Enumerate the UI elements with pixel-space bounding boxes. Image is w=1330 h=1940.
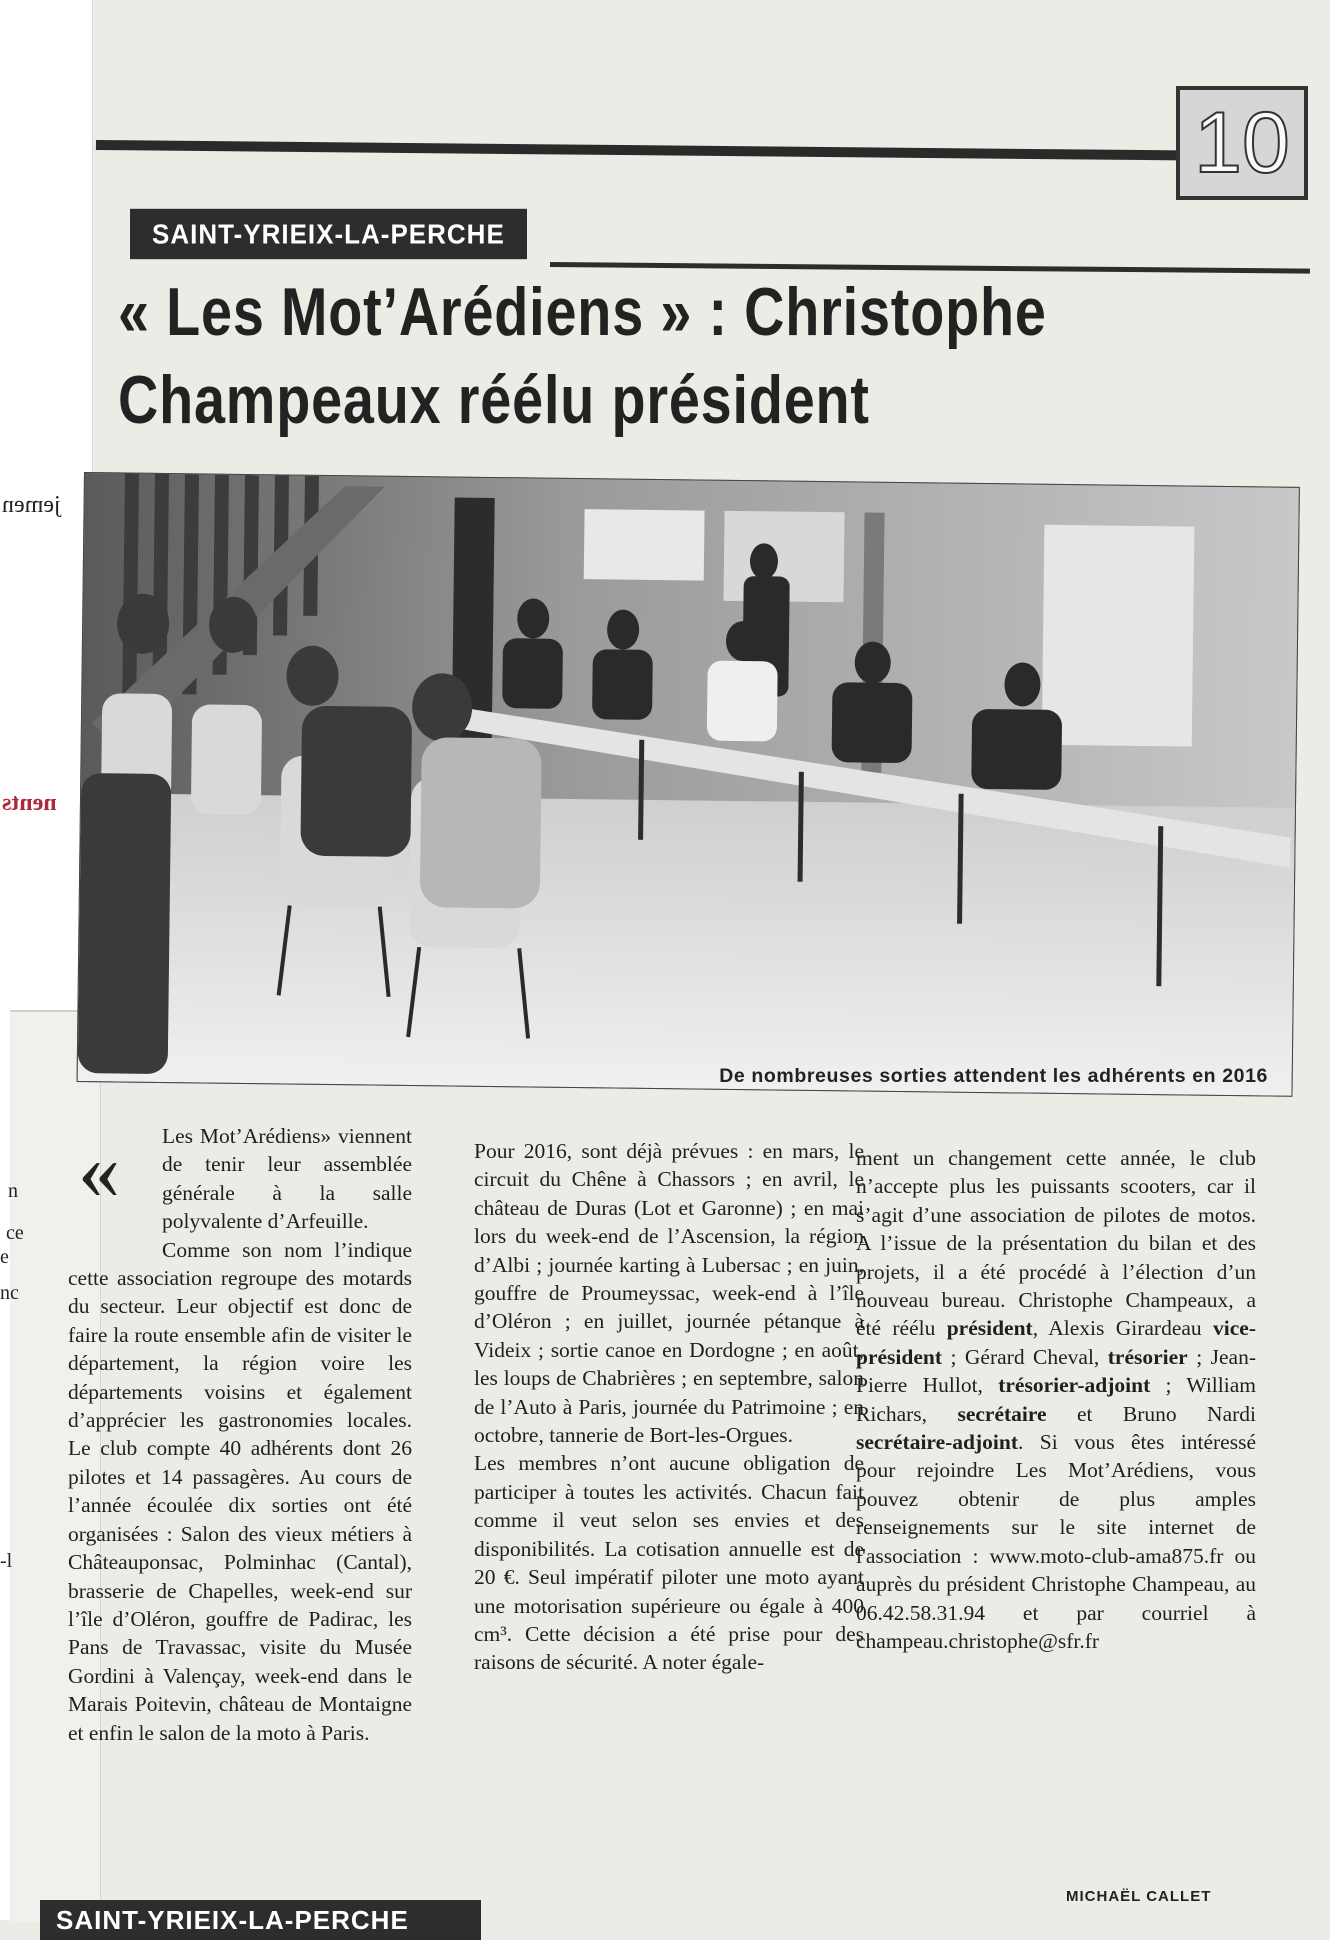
headline-line-1: « Les Mot’Arédiens » : Christophe [118, 274, 1047, 350]
header-rule [96, 140, 1179, 160]
article-headline [118, 268, 1069, 444]
adjacent-article-ghost-text [1266, 262, 1330, 502]
article-text: ment un changement cette année, le club n’accepte plus les puissants scooters, car il s’agit d’une association de pilotes de motos. A l’issue de la présentation du bilan et des projets, il a été procédé à l’élection d’un nouveau bureau. Christophe Champeaux, a été réélu [856, 1146, 1256, 1341]
adjacent-text-fragment: -l [0, 1550, 13, 1572]
article-text: , Alexis Girardeau [1032, 1316, 1214, 1341]
role-president: président [946, 1316, 1033, 1341]
article-text: ; Jean-Pierre Hullot, [856, 1344, 1256, 1398]
role-treasurer: trésorier [1107, 1344, 1188, 1369]
page-number: 10 [1176, 86, 1308, 200]
adjacent-text-fragment: nc [0, 1282, 19, 1304]
role-assistant-treasurer: trésorier-adjoint [998, 1373, 1151, 1398]
article-lead-paragraph: Les Mot’Arédiens» viennent de tenir leur assemblée générale à la salle polyvalente d’Arfeuille. [162, 1124, 412, 1234]
opening-quote-mark: « [78, 1124, 120, 1217]
article-paragraph: Pour 2016, sont déjà prévues : en mars, le circuit du Chêne à Chassors ; en avril, le château de Duras (Lot et Garonne) ; en mai lors du week-end de l’Ascension, la région d’Albi ; journée karting à Lubersac ; en juin, gouffre de Proumeyssac, week-end à l’île d’Oléron ; en juillet, journée pétanque à Videix ; sortie canoe en Dordogne ; en août, les loups de Chabrières ; en septembre, salon de l’Auto à Paris, journée du Patrimoine ; en octobre, tannerie de Bort-les-Orgues. [474, 1139, 864, 1448]
article-text: . Si vous êtes intéressé pour rejoindre Les Mot’Arédiens, vous pouvez obtenir de plus amples renseignements sur le site internet de l'association : www.moto-club-ama875.fr ou auprès du président Christophe Champeau, au 06.42.58.31.94 et par courriel à champeau.christophe@sfr.fr [856, 1430, 1256, 1653]
headline-line-2: Champeaux réélu président [118, 362, 870, 438]
article-column-1 [68, 1122, 412, 1747]
adjacent-text-fragment: jemen [2, 492, 61, 518]
author-signature: MICHAËL CALLET [1066, 1888, 1212, 1905]
article-text: ; William Richars, [856, 1373, 1256, 1426]
article-paragraph: Comme son nom l’indique cette association regroupe des motards du secteur. Leur objectif est donc de faire la route ensemble afin de visiter le département, la région voire les départements voisins et également d’apprécier les gastronomies locales. Le club compte 40 adhérents dont 26 pilotes et 14 passagères. Au cours de l’année écoulée dix sorties ont été organisées : Salon des vieux métiers à Châteauponsac, Polminhac (Cantal), brasserie de Chapelles, week-end sur l’île d’Oléron, gouffre de Padirac, les Pans de Travassac, visite du Musée Gordini à Valençay, week-end dans le Marais Poitevin, château de Montaigne et enfin le salon de la moto à Paris. [68, 1237, 412, 1745]
article-photo [77, 472, 1300, 1097]
photo-caption: De nombreuses sorties attendent les adhérents en 2016 [719, 1065, 1268, 1087]
role-secretary: secrétaire [957, 1401, 1047, 1426]
article-text: ; Gérard Cheval, [942, 1344, 1108, 1369]
role-vice-president: vice-président [856, 1316, 1256, 1369]
section-tag: SAINT-YRIEIX-LA-PERCHE [130, 209, 527, 259]
role-assistant-secretary: secrétaire-adjoint [856, 1430, 1018, 1455]
meeting-photo-illustration [78, 473, 1299, 1096]
article-text: et Bruno Nardi [1046, 1401, 1256, 1426]
next-article-section-tag: SAINT-YRIEIX-LA-PERCHE [40, 1900, 481, 1940]
adjacent-text-fragment: nents [2, 790, 57, 816]
adjacent-text-fragment: ce [6, 1222, 24, 1244]
adjacent-text-fragment: e [0, 1246, 9, 1268]
article-paragraph [856, 1144, 1256, 1655]
article-column-2 [474, 1137, 864, 1677]
article-column-3 [856, 1144, 1256, 1655]
article-paragraph: Les membres n’ont aucune obligation de participer à toutes les activités. Chacun fait comme il veut selon ses envies et des disponibilités. La cotisation annuelle est de 20 €. Seul impératif piloter une moto ayant une motorisation supérieure ou égale à 400 cm³. Cette décision a été prise pour des raisons de sécurité. A noter égale- [474, 1451, 864, 1675]
adjacent-text-fragment: n [8, 1180, 18, 1202]
